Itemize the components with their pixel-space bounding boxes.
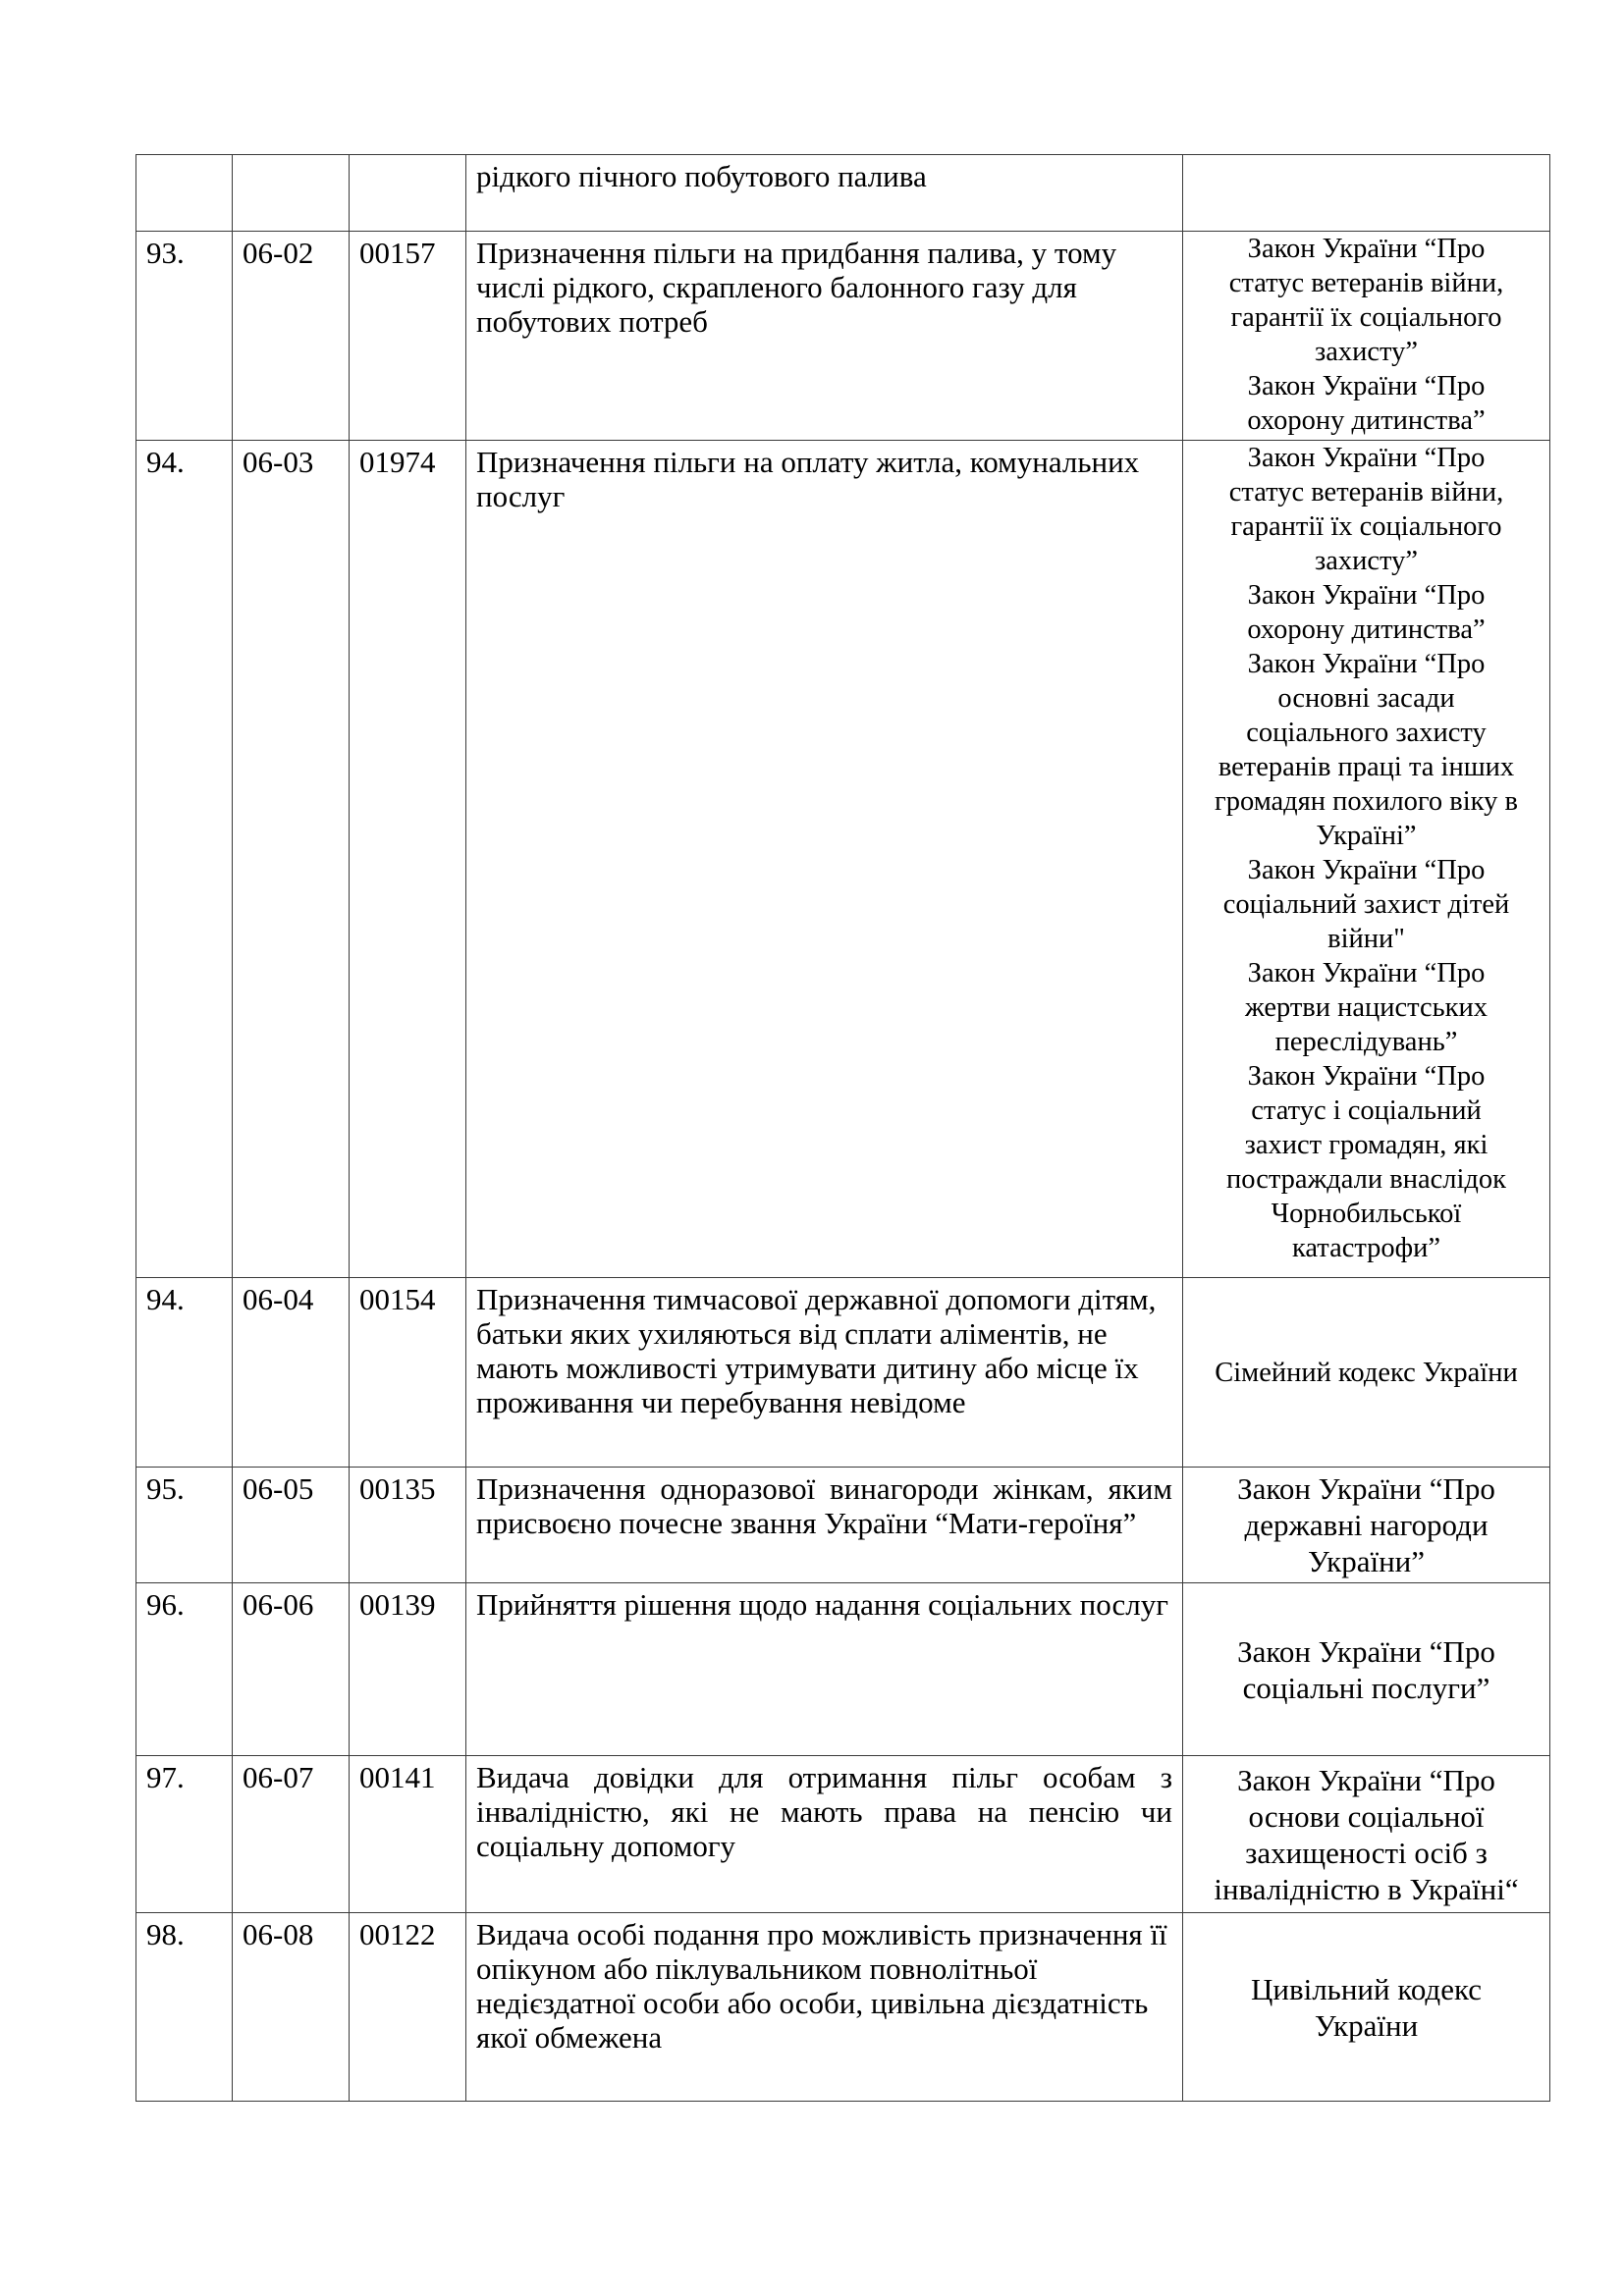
service-id: 00139	[350, 1583, 466, 1756]
legal-basis	[1183, 1583, 1550, 1756]
service-title: Призначення одноразової винагороди жінкам, яким присвоєно почесне звання України “Мати-героїня”	[466, 1468, 1183, 1583]
legal-basis	[1183, 441, 1550, 1278]
legal-basis-line: катастрофи”	[1291, 1233, 1441, 1263]
service-code: 06-07	[233, 1756, 350, 1913]
legal-basis-line: Закон України “Про	[1247, 443, 1486, 473]
service-title: Видача особі подання про можливість призначення її опікуном або піклувальником повнолітньої недієздатної особи або особи, цивільна дієздатність якої обмежена	[466, 1913, 1183, 2102]
service-code: 06-08	[233, 1913, 350, 2102]
table-row	[136, 1583, 1550, 1756]
service-id: 00157	[350, 232, 466, 441]
table-row	[136, 1756, 1550, 1913]
legal-basis	[1183, 1913, 1550, 2102]
table-row	[136, 232, 1550, 441]
service-title: Прийняття рішення щодо надання соціальних послуг	[466, 1583, 1183, 1756]
legal-basis-line: Чорнобильської	[1271, 1199, 1462, 1229]
legal-basis-line: статус і соціальний	[1251, 1095, 1482, 1126]
legal-basis-line: Закон України “Про	[1247, 580, 1486, 611]
legal-basis-line: Україні”	[1316, 821, 1417, 851]
service-id: 00122	[350, 1913, 466, 2102]
legal-basis-line: гарантії їх соціального	[1230, 511, 1502, 542]
legal-basis-line: основи соціальної	[1248, 1798, 1485, 1834]
legal-basis-line: Закон України “Про	[1247, 958, 1486, 988]
service-title: Призначення тимчасової державної допомоги дітям, батьки яких ухиляються від сплати аліментів, не мають можливості утримувати дитину або місце їх проживання чи перебування невідоме	[466, 1278, 1183, 1468]
table-row	[136, 1913, 1550, 2102]
legal-basis-line: захист громадян, які	[1244, 1130, 1489, 1160]
legal-basis-line: Закон України “Про	[1247, 234, 1486, 264]
legal-basis	[1183, 155, 1550, 232]
legal-basis-line: охорону дитинства”	[1247, 405, 1486, 436]
service-id: 00154	[350, 1278, 466, 1468]
legal-basis-line: Закон України “Про	[1237, 1471, 1495, 1506]
service-title: рідкого пічного побутового палива	[466, 155, 1183, 232]
legal-basis-line: статус ветеранів війни,	[1228, 268, 1504, 298]
service-title: Видача довідки для отримання пільг особам з інвалідністю, які не мають права на пенсію чи соціальну допомогу	[466, 1756, 1183, 1913]
legal-basis-line: статус ветеранів війни,	[1228, 477, 1504, 507]
legal-basis-line: Цивільний кодекс	[1250, 1971, 1483, 2006]
row-number: 96.	[136, 1583, 233, 1756]
legal-basis-line: основні засади	[1277, 683, 1455, 714]
legal-basis-line: державні нагороди	[1244, 1508, 1489, 1542]
row-number: 93.	[136, 232, 233, 441]
legal-basis-line: Закон України “Про	[1237, 1762, 1495, 1797]
legal-basis-line: постраждали внаслідок	[1226, 1164, 1506, 1195]
legal-basis	[1183, 1756, 1550, 1913]
legal-basis-line: Сімейний кодекс України	[1215, 1357, 1518, 1388]
legal-basis-line: Закон України “Про	[1247, 649, 1486, 679]
services-table	[135, 154, 1550, 2102]
table-row	[136, 1468, 1550, 1583]
row-number: 98.	[136, 1913, 233, 2102]
legal-basis-line: соціальний захист дітей	[1222, 889, 1510, 920]
legal-basis-line: Закон України “Про	[1247, 371, 1486, 401]
legal-basis-line: України”	[1307, 1544, 1426, 1578]
legal-basis	[1183, 232, 1550, 441]
legal-basis-line: захисту”	[1314, 546, 1419, 576]
row-number: 95.	[136, 1468, 233, 1583]
legal-basis-line: громадян похилого віку в	[1215, 786, 1518, 817]
legal-basis	[1183, 1278, 1550, 1468]
row-number: 94.	[136, 1278, 233, 1468]
legal-basis-line: гарантії їх соціального	[1230, 302, 1502, 333]
service-code: 06-06	[233, 1583, 350, 1756]
service-id: 00135	[350, 1468, 466, 1583]
legal-basis-line: Закон України “Про	[1247, 855, 1486, 885]
service-title: Призначення пільги на придбання палива, у тому числі рідкого, скрапленого балонного газу для побутових потреб	[466, 232, 1183, 441]
service-title: Призначення пільги на оплату житла, комунальних послуг	[466, 441, 1183, 1278]
legal-basis-line: захисту”	[1314, 337, 1419, 367]
service-code: 06-04	[233, 1278, 350, 1468]
legal-basis-line: жертви нацистських	[1245, 992, 1488, 1023]
row-number: 97.	[136, 1756, 233, 1913]
legal-basis-line: ветеранів праці та інших	[1218, 752, 1515, 782]
row-number: 94.	[136, 441, 233, 1278]
legal-basis-line: соціального захисту	[1246, 718, 1487, 748]
service-code: 06-03	[233, 441, 350, 1278]
legal-basis-line: Закон України “Про	[1247, 1061, 1486, 1092]
legal-basis-line: війни"	[1327, 924, 1405, 954]
legal-basis-line: України	[1314, 2007, 1419, 2043]
table-row	[136, 1278, 1550, 1468]
table-row	[136, 441, 1550, 1278]
table-row	[136, 155, 1550, 232]
service-code	[233, 155, 350, 232]
service-id	[350, 155, 466, 232]
legal-basis-line: захищеності осіб з	[1245, 1835, 1488, 1870]
legal-basis	[1183, 1468, 1550, 1583]
legal-basis-line: Закон України “Про	[1237, 1633, 1495, 1669]
legal-basis-line: інвалідністю в Україні“	[1214, 1871, 1519, 1906]
legal-basis-line: переслідувань”	[1274, 1027, 1458, 1057]
row-number	[136, 155, 233, 232]
legal-basis-line: охорону дитинства”	[1247, 614, 1486, 645]
service-code: 06-02	[233, 232, 350, 441]
legal-basis-line: соціальні послуги”	[1242, 1670, 1490, 1705]
service-code: 06-05	[233, 1468, 350, 1583]
service-id: 01974	[350, 441, 466, 1278]
service-id: 00141	[350, 1756, 466, 1913]
